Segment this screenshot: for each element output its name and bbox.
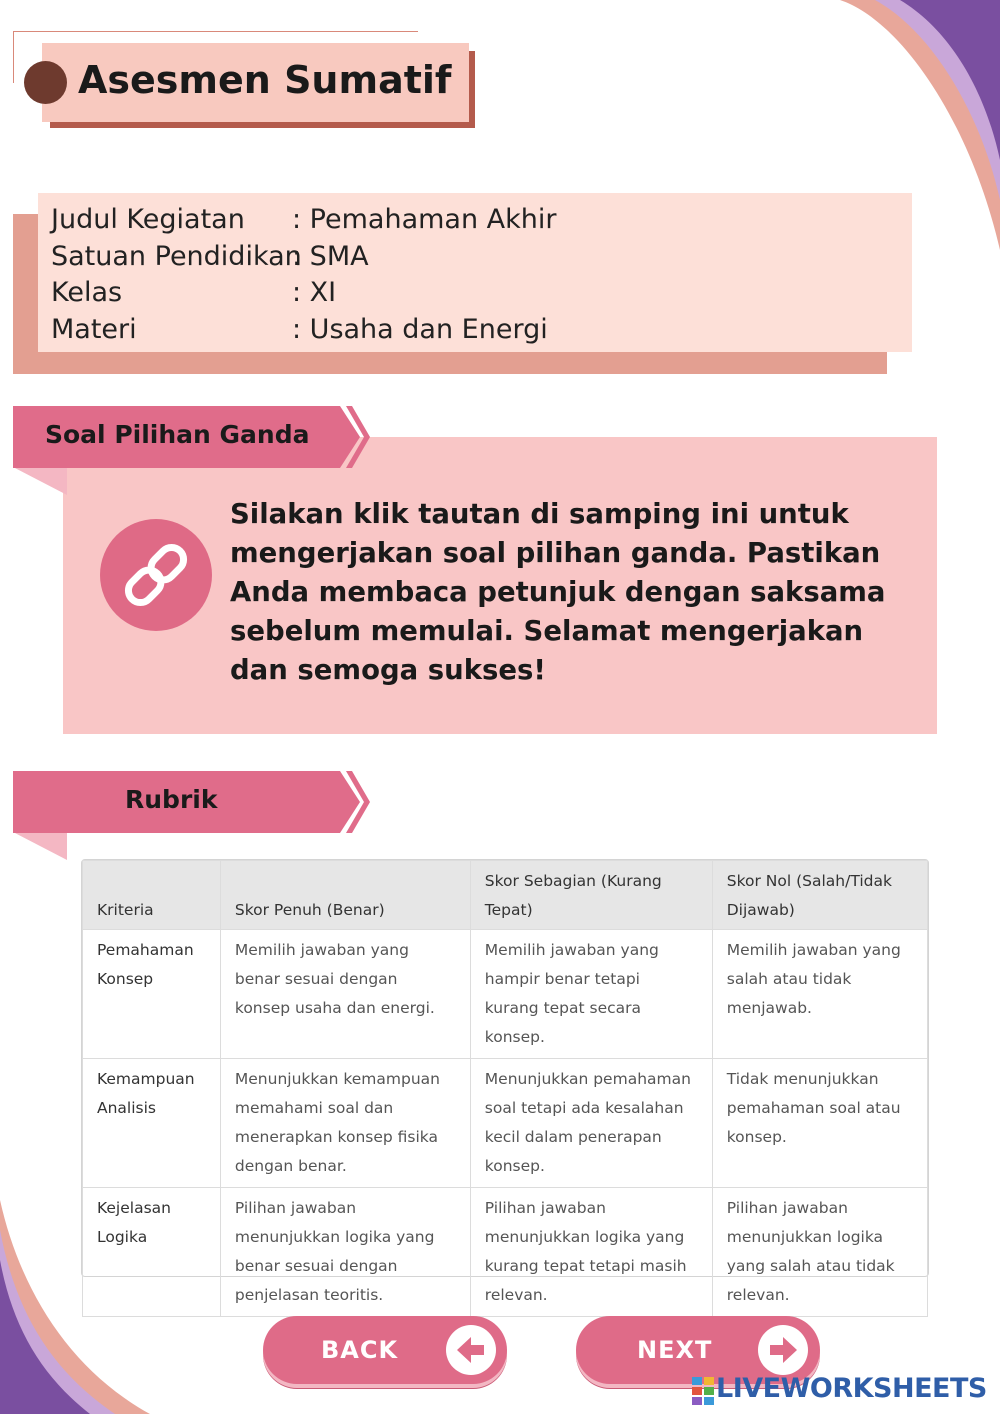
info-label: Judul Kegiatan bbox=[51, 204, 245, 235]
table-cell: Pilihan jawaban menunjukkan logika yang kurang tepat tetapi masih relevan. bbox=[470, 1188, 712, 1317]
back-button[interactable] bbox=[263, 1316, 507, 1384]
info-label: Kelas bbox=[51, 277, 123, 308]
table-row bbox=[83, 930, 928, 1059]
chevron-right-icon bbox=[312, 406, 372, 468]
info-label: Materi bbox=[51, 314, 137, 345]
column-header: Skor Nol (Salah/Tidak Dijawab) bbox=[712, 861, 927, 930]
rubric-grid bbox=[82, 860, 928, 1317]
info-value: : XI bbox=[292, 277, 337, 308]
table-cell: Memilih jawaban yang benar sesuai dengan konsep usaha dan energi. bbox=[220, 930, 470, 1059]
mc-instruction-text: Silakan klik tautan di samping ini untuk mengerjakan soal pilihan ganda. Pastikan Anda membaca petunjuk dengan saksama sebelum memulai. Selamat mengerjakan dan semoga sukses! bbox=[230, 498, 886, 686]
arrow-right-icon bbox=[758, 1325, 808, 1375]
section-heading-rubric: Rubrik bbox=[125, 785, 218, 814]
arrow-left-icon bbox=[446, 1325, 496, 1375]
liveworksheets-logo-text: LIVEWORKSHEETS bbox=[716, 1373, 987, 1404]
table-row bbox=[83, 1059, 928, 1188]
title-bullet bbox=[24, 61, 67, 104]
info-value: : Pemahaman Akhir bbox=[292, 204, 557, 235]
table-cell: Tidak menunjukkan pemahaman soal atau konsep. bbox=[712, 1059, 927, 1188]
table-header-row bbox=[83, 861, 928, 930]
back-button-label: BACK bbox=[321, 1336, 399, 1364]
table-cell: Memilih jawaban yang salah atau tidak menjawab. bbox=[712, 930, 927, 1059]
liveworksheets-logo-icon bbox=[692, 1375, 714, 1405]
table-cell: Memilih jawaban yang hampir benar tetapi kurang tepat secara konsep. bbox=[470, 930, 712, 1059]
info-row-materi bbox=[51, 314, 548, 345]
column-header: Skor Penuh (Benar) bbox=[220, 861, 470, 930]
rubric-table bbox=[81, 859, 929, 1304]
info-row-satuan bbox=[51, 241, 369, 272]
link-icon bbox=[100, 519, 212, 631]
table-cell: Pilihan jawaban menunjukkan logika yang benar sesuai dengan penjelasan teoritis. bbox=[220, 1188, 470, 1317]
page-title: Asesmen Sumatif bbox=[78, 58, 452, 102]
table-cell: Menunjukkan pemahaman soal tetapi ada kesalahan kecil dalam penerapan konsep. bbox=[470, 1059, 712, 1188]
info-label: Satuan Pendidikan bbox=[51, 241, 302, 272]
chevron-right-icon bbox=[312, 771, 372, 833]
section-heading-mc: Soal Pilihan Ganda bbox=[45, 420, 310, 449]
column-header: Skor Sebagian (Kurang Tepat) bbox=[470, 861, 712, 930]
info-value: : SMA bbox=[292, 241, 369, 272]
table-cell: Kemampuan Analisis bbox=[83, 1059, 221, 1188]
table-cell: Pilihan jawaban menunjukkan logika yang salah atau tidak relevan. bbox=[712, 1188, 927, 1317]
table-cell: Kejelasan Logika bbox=[83, 1188, 221, 1317]
mc-link-button[interactable] bbox=[100, 519, 212, 631]
banner-fold-rubric bbox=[13, 832, 67, 860]
info-row-kelas bbox=[51, 277, 336, 308]
table-row bbox=[83, 1188, 928, 1317]
info-row-judul bbox=[51, 204, 556, 235]
next-button-label: NEXT bbox=[637, 1336, 713, 1364]
info-value: : Usaha dan Energi bbox=[292, 314, 548, 345]
table-cell: Menunjukkan kemampuan memahami soal dan menerapkan konsep fisika dengan benar. bbox=[220, 1059, 470, 1188]
banner-fold-mc bbox=[13, 467, 67, 495]
table-cell: Pemahaman Konsep bbox=[83, 930, 221, 1059]
column-header: Kriteria bbox=[83, 861, 221, 930]
